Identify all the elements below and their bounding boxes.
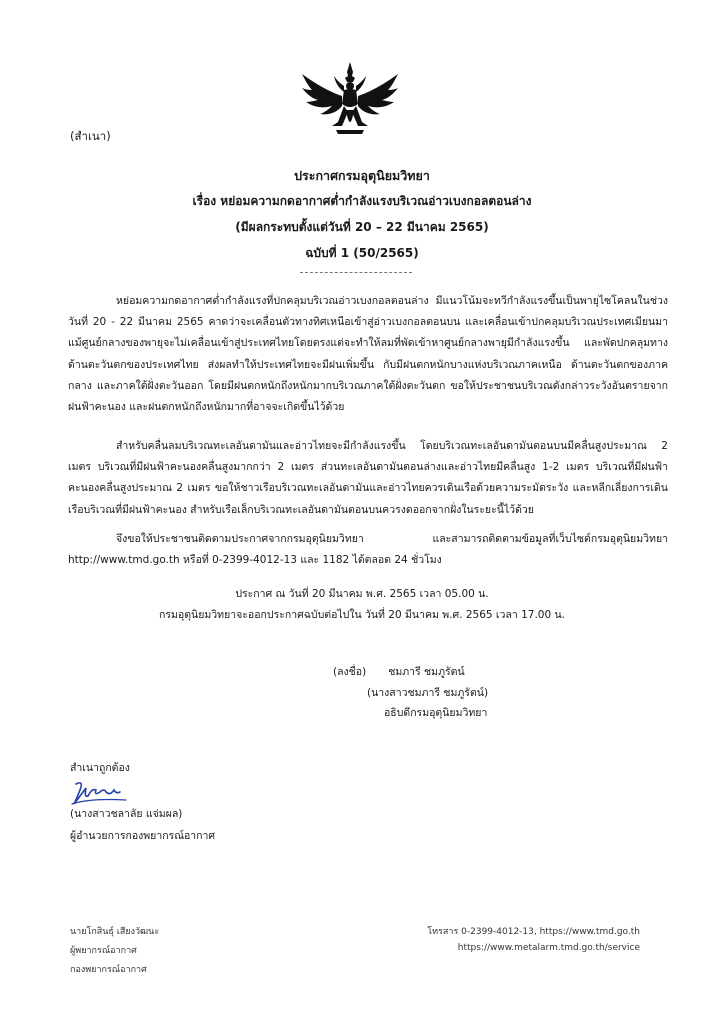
- copy-label: (สำเนา): [70, 129, 111, 143]
- signed-name: ชมภารี ชมภูรัตน์: [388, 666, 465, 678]
- issue-number: ฉบับที่ 1 (50/2565): [305, 246, 419, 260]
- next-issue-datetime: กรมอุตุนิยมวิทยาจะออกประกาศฉบับต่อไปใน วันที่ 20 มีนาคม พ.ศ. 2565 เวลา 17.00 น.: [158, 609, 565, 621]
- issued-datetime: ประกาศ ณ วันที่ 20 มีนาคม พ.ศ. 2565 เวลา 05.00 น.: [235, 588, 489, 600]
- body-paragraph: หย่อมความกดอากาศต่ำกำลังแรงที่ปกคลุมบริเวณอ่าวเบงกอลตอนล่าง มีแนวโน้มจะทวีกำลังแรงขึ้นเป็นพายุไซโคลนในช่วงวันที่ 20 - 22 มีนาคม 2565 คาดว่าจะเคลื่อนตัวทางทิศเหนือเข้าสู่อ่าวเบงกอลตอนบน และเคลื่อนเข้าปกคลุมบริเวณประเทศเมียนมา แม้ศูนย์กลางของพายุจะไม่เคลื่อนเข้าสู่ประเทศไทยโดยตรงแต่จะทำให้ลมที่พัดเข้าหาศูนย์กลางพายุมีกำลังแรงขึ้น และพัดปกคลุมทางด้านตะวันตกของประเทศไทย ส่งผลทำให้ประเทศไทยจะมีฝนเพิ่มขึ้น กับมีฝนตกหนักบางแห่งบริเวณภาคเหนือ ด้านตะวันตกของภาคกลาง และภาคใต้ฝั่งตะวันออก โดยมีฝนตกหนักถึงหนักมากบริเวณภาคใต้ฝั่งตะวันตก ขอให้ประชาชนบริเวณดังกล่าวระวังอันตรายจากฝนฟ้าคะนอง และฝนตกหนักถึงหนักมากที่อาจจะเกิดขึ้นไว้ด้วย: [68, 295, 668, 414]
- handwritten-signature: [70, 778, 132, 808]
- signatory-position: อธิบดีกรมอุตุนิยมวิทยา: [384, 707, 488, 719]
- garuda-emblem-icon: [298, 60, 402, 136]
- certifier-name: (นางสาวชลาลัย แจ่มผล): [70, 808, 183, 820]
- signature-line: [333, 663, 465, 680]
- certifier-position: ผู้อำนวยการกองพยากรณ์อากาศ: [70, 830, 216, 842]
- announcement-subject: เรื่อง หย่อมความกดอากาศต่ำกำลังแรงบริเวณอ่าวเบงกอลตอนล่าง: [192, 194, 532, 208]
- forecaster-role: ผู้พยากรณ์อากาศ: [70, 946, 137, 956]
- signed-label: (ลงชื่อ): [333, 666, 367, 678]
- contact-info: โทรสาร 0-2399-4012-13, https://www.tmd.go.th: [427, 927, 640, 937]
- divider: [300, 272, 412, 273]
- body-paragraph: จึงขอให้ประชาชนติดตามประกาศจากกรมอุตุนิยมวิทยา และสามารถติดตามข้อมูลที่เว็บไซต์กรมอุตุนิยมวิทยา http://www.tmd.go.th หรือที่ 0-2399-4012-13 และ 1182 ได้ตลอด 24 ชั่วโมง: [68, 533, 668, 567]
- division-name: กองพยากรณ์อากาศ: [70, 965, 147, 975]
- forecaster-name: นายโกสินธุ์ เสียงวัฒนะ: [70, 927, 160, 937]
- page-title: ประกาศกรมอุตุนิยมวิทยา: [294, 168, 430, 183]
- certified-copy-label: สำเนาถูกต้อง: [70, 762, 130, 774]
- effective-period: (มีผลกระทบตั้งแต่วันที่ 20 – 22 มีนาคม 2565): [235, 220, 489, 234]
- body-paragraph: สำหรับคลื่นลมบริเวณทะเลอันดามันและอ่าวไทยจะมีกำลังแรงขึ้น โดยบริเวณทะเลอันดามันตอนบนมีคลื่นสูงประมาณ 2 เมตร บริเวณที่มีฝนฟ้าคะนองคลื่นสูงมากกว่า 2 เมตร ส่วนทะเลอันดามันตอนล่างและอ่าวไทยมีคลื่นสูง 1-2 เมตร บริเวณที่มีฝนฟ้าคะนองคลื่นสูงประมาณ 2 เมตร ขอให้ชาวเรือบริเวณทะเลอันดามันและอ่าวไทยควรเดินเรือด้วยความระมัดระวัง และหลีกเลี่ยงการเดินเรือบริเวณที่มีฝนฟ้าคะนอง สำหรับเรือเล็กบริเวณทะเลอันดามันตอนบนควรงดออกจากฝั่งในระยะนี้ไว้ด้วย: [68, 440, 668, 516]
- signatory-full-name: (นางสาวชมภารี ชมภูรัตน์): [367, 687, 489, 699]
- service-url: https://www.metalarm.tmd.go.th/service: [457, 943, 640, 953]
